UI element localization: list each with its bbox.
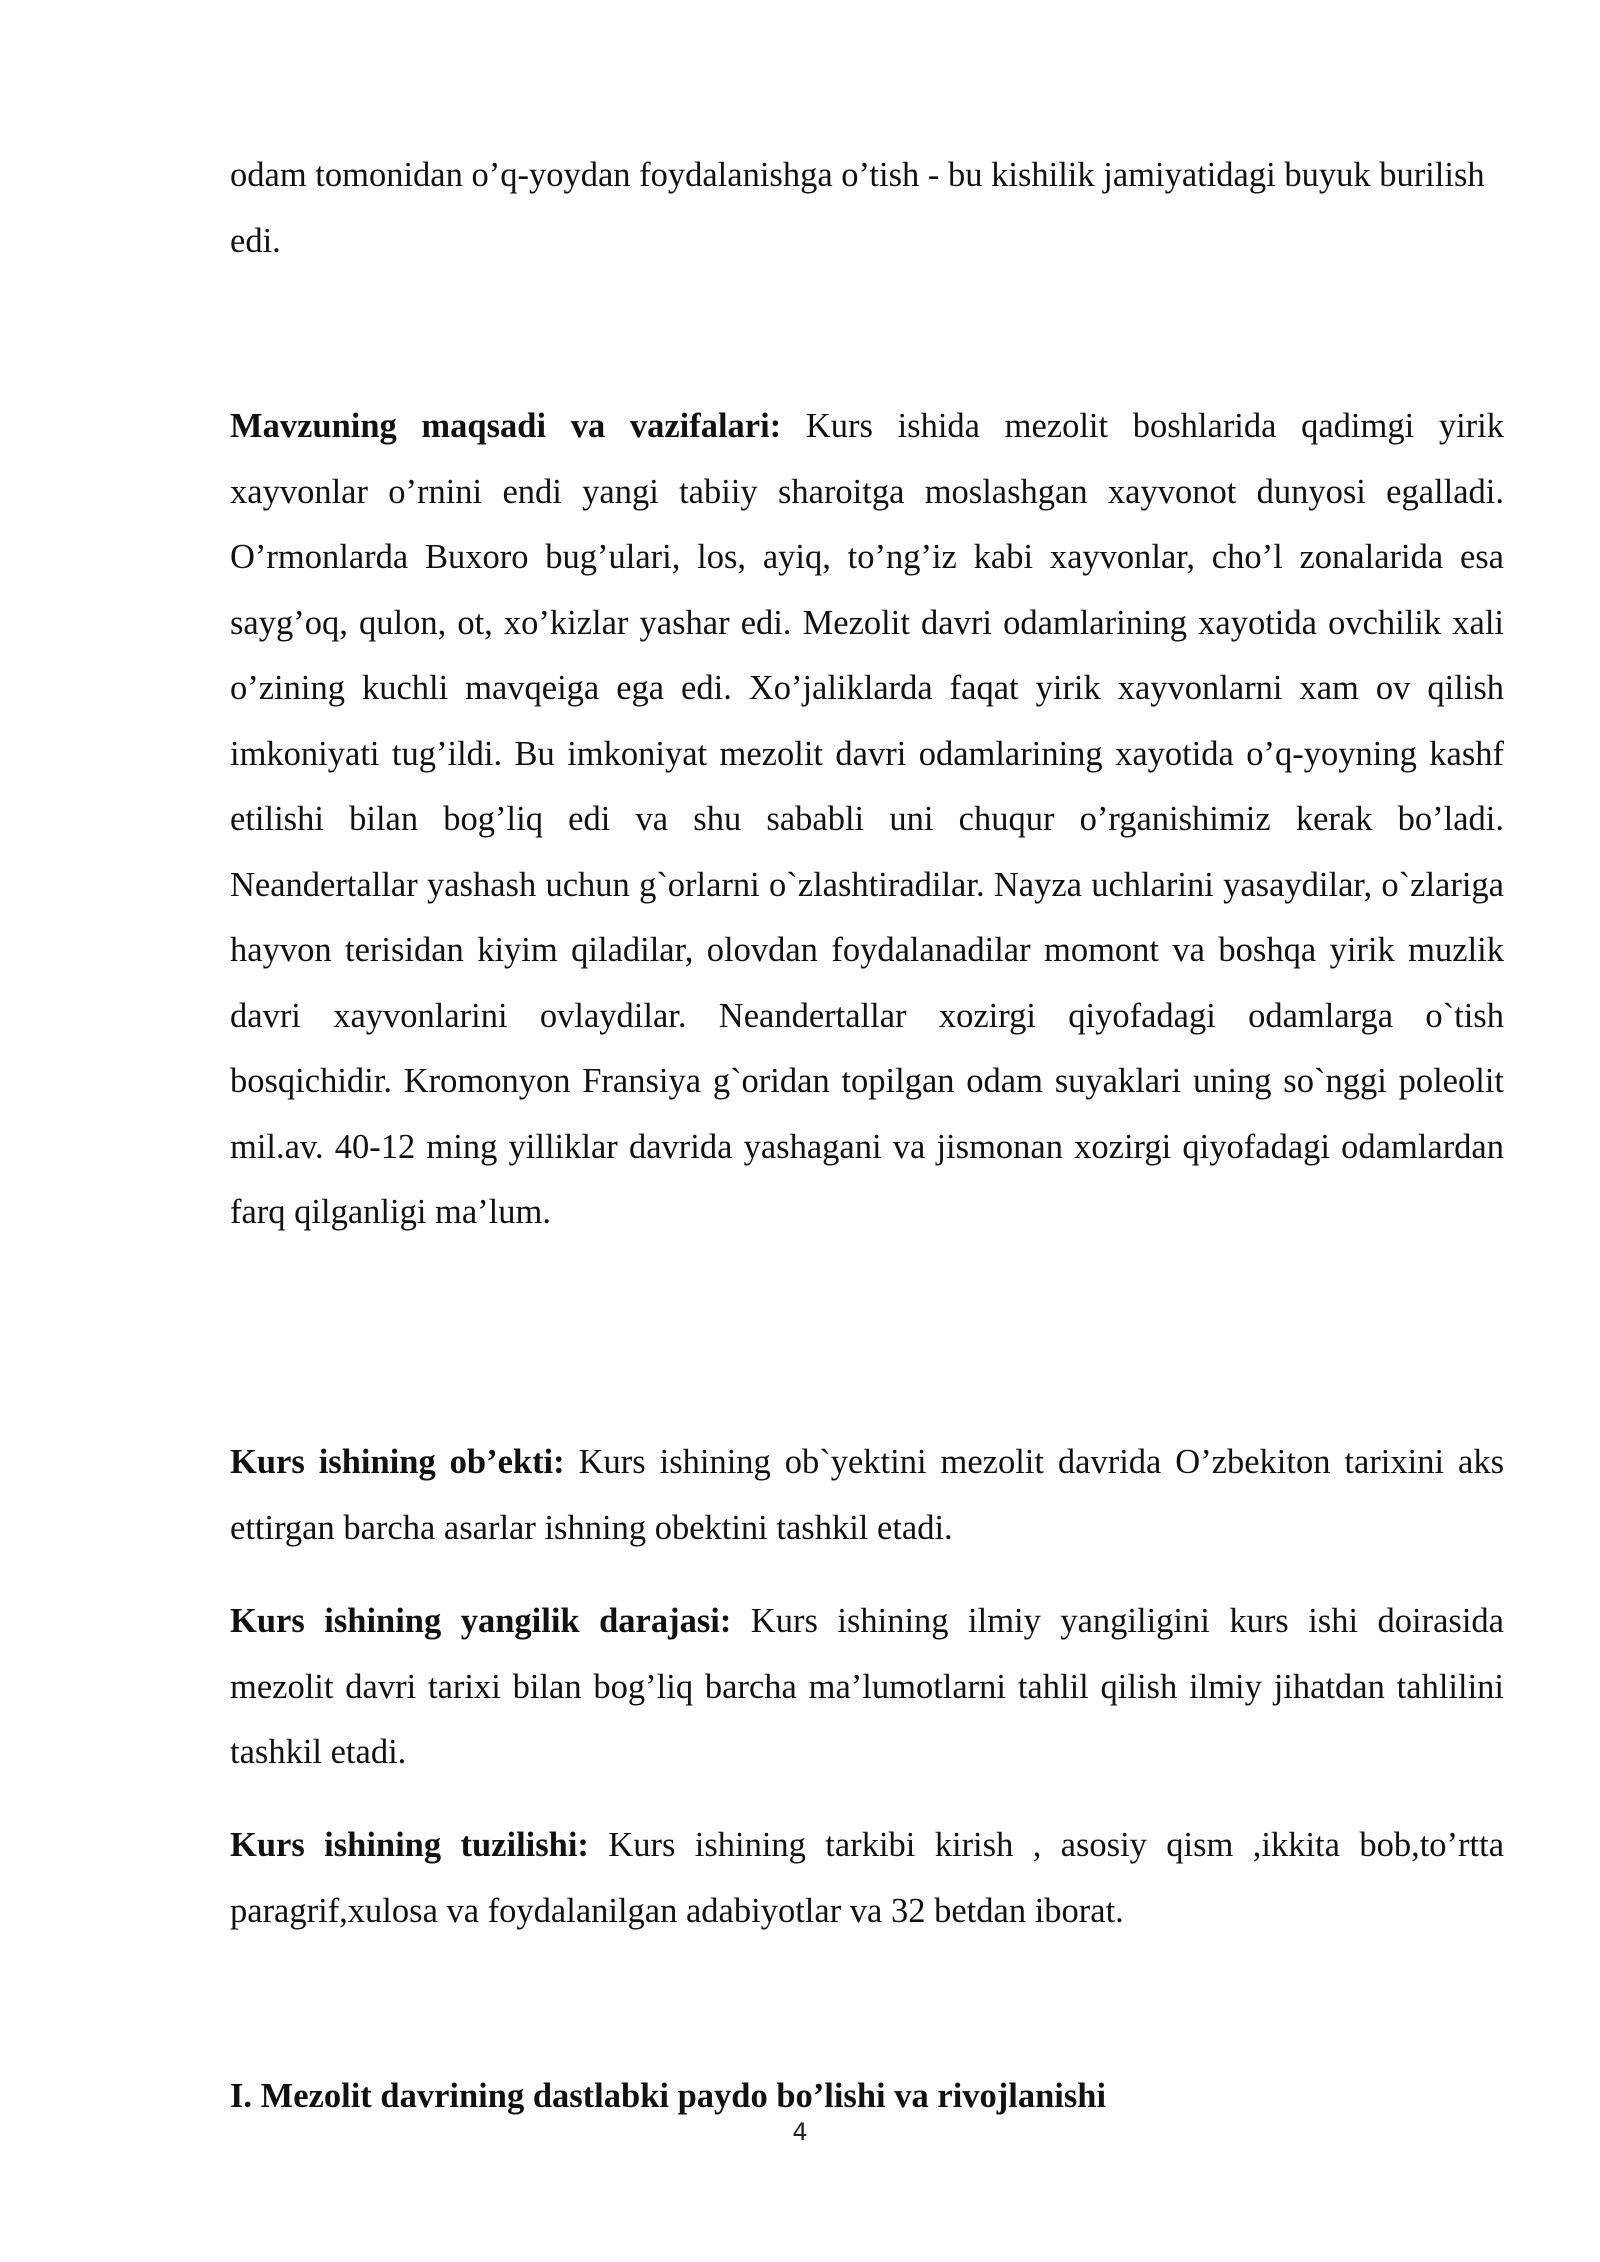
yangilik-paragraph bbox=[230, 1589, 1504, 1786]
maqsad-label: Mavzuning maqsadi va vazifalari: bbox=[230, 407, 782, 445]
tuzilishi-text: Kurs ishining tarkibi kirish , asosiy qism ,ikkita bob,to’rtta paragrif,xulosa va foydalanilgan adabiyotlar va 32 betdan iborat. bbox=[230, 1826, 1505, 1930]
tuzilishi-label: Kurs ishining tuzilishi: bbox=[230, 1826, 589, 1864]
intro-paragraph bbox=[230, 143, 1504, 274]
page-number: 4 bbox=[792, 2118, 808, 2146]
intro-text: odam tomonidan o’q-yoydan foydalanishga o’tish - bu kishilik jamiyatidagi buyuk burilish edi. bbox=[230, 156, 1485, 260]
tuzilishi-paragraph bbox=[230, 1813, 1504, 1944]
obekt-text: Kurs ishining ob`yektini mezolit davrida O’zbekiton tarixini aks ettirgan barcha asarlar ishning obektini tashkil etadi. bbox=[230, 1443, 1504, 1547]
yangilik-label: Kurs ishining yangilik darajasi: bbox=[230, 1602, 732, 1640]
yangilik-text: Kurs ishining ilmiy yangiligini kurs ishi doirasida mezolit davri tarixi bilan bog’liq barcha ma’lumotlarni tahlil qilish ilmiy jihatdan tahlilini tashkil etadi. bbox=[230, 1602, 1504, 1771]
obekt-paragraph bbox=[230, 1430, 1504, 1561]
obekt-label: Kurs ishining ob’ekti: bbox=[230, 1443, 565, 1481]
maqsad-paragraph bbox=[230, 394, 1504, 1246]
maqsad-text: Kurs ishida mezolit boshlarida qadimgi yirik xayvonlar o’rnini endi yangi tabiiy sharoitga moslashgan xayvonot dunyosi egalladi. O’rmonlarda Buxoro bug’ulari, los, ayiq, to’ng’iz kabi xayvonlar, cho’l zonalarida esa sayg’oq, qulon, ot, xo’kizlar yashar edi. Mezolit davri odamlarining xayotida ovchilik xali o’zining kuchli mavqeiga ega edi. Xo’jaliklarda faqat yirik xayvonlarni xam ov qilish imkoniyati tug’ildi. Bu imkoniyat mezolit davri odamlarining xayotida o’q-yoyning kashf etilishi bilan bog’liq edi va shu sababli uni chuqur o’rganishimiz kerak bo’ladi. Neandertallar yashash uchun g`orlarni o`zlashtiradilar. Nayza uchlarini yasaydilar, o`zlariga hayvon terisidan kiyim qiladilar, olovdan foydalanadilar momont va boshqa yirik muzlik davri xayvonlarini ovlaydilar. Neandertallar xozirgi qiyofadagi odamlarga o`tish bosqichidir. Kromonyon Fransiya g`oridan topilgan odam suyaklari uning so`nggi poleolit mil.av. 40-12 ming yilliklar davrida yashagani va jismonan xozirgi qiyofadagi odamlardan farq qilganligi ma’lum. bbox=[230, 407, 1504, 1231]
chapter-heading: I. Mezolit davrining dastlabki paydo bo’lishi va rivojlanishi bbox=[230, 2077, 1107, 2115]
